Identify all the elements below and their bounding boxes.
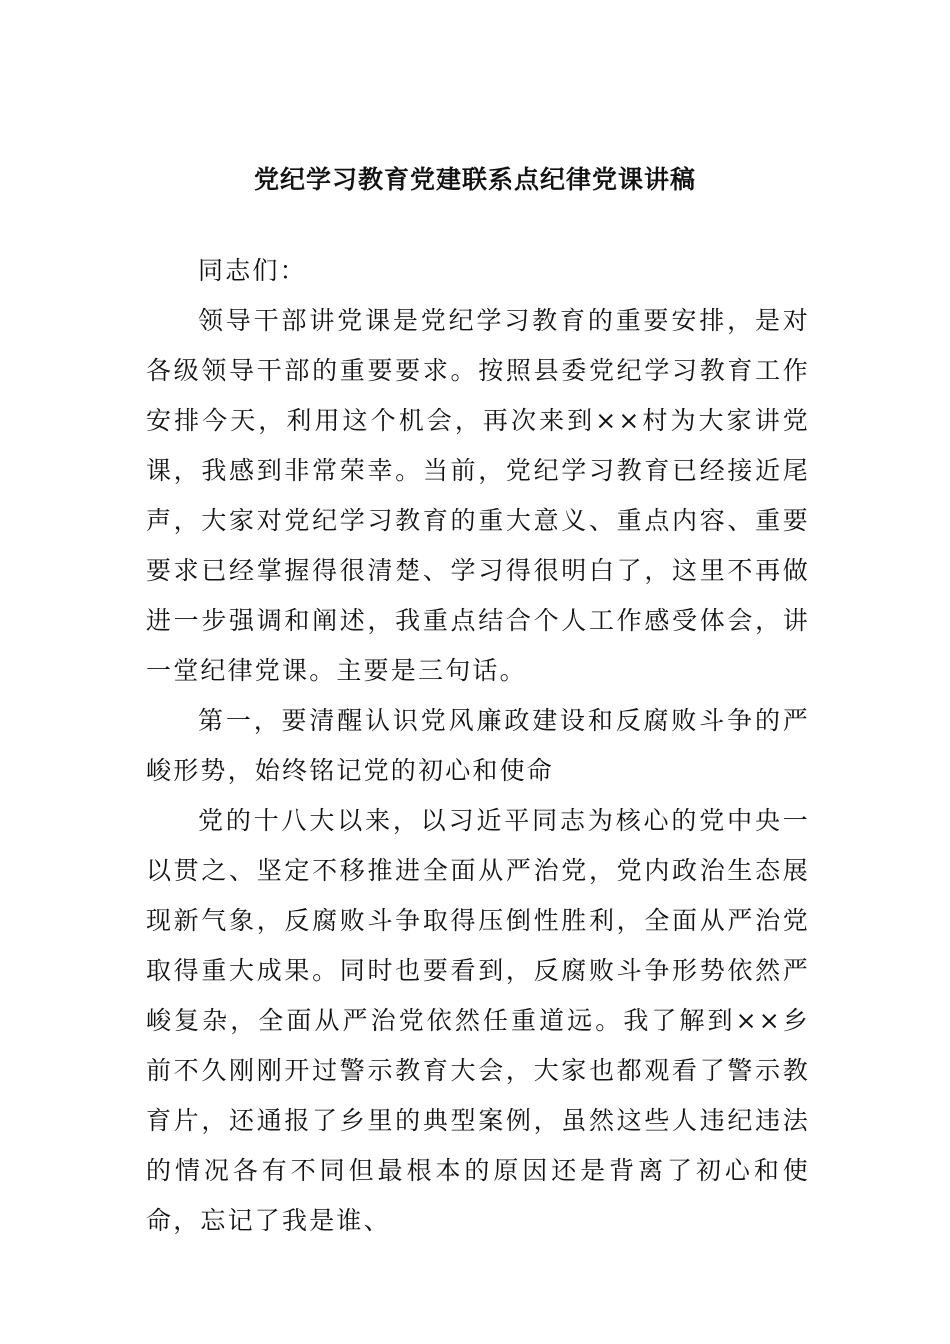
section-heading-paragraph: 第一，要清醒认识党风廉政建设和反腐败斗争的严峻形势，始终铭记党的初心和使命 <box>146 706 810 785</box>
salutation-paragraph: 同志们： <box>198 256 307 285</box>
intro-paragraph: 领导干部讲党课是党纪学习教育的重要安排，是对各级领导干部的重要要求。按照县委党纪学习教育工作安排今天，利用这个机会，再次来到××村为大家讲党课，我感到非常荣幸。当前，党纪学习教育已经接近尾声，大家对党纪学习教育的重大意义、重点内容、重要要求已经掌握得很清楚、学习得很明白了，这里不再做进一步强调和阐述，我重点结合个人工作感受体会，讲一堂纪律党课。主要是三句话。 <box>146 306 810 685</box>
document-body <box>146 246 810 1246</box>
body-paragraph: 党的十八大以来，以习近平同志为核心的党中央一以贯之、坚定不移推进全面从严治党，党内政治生态展现新气象，反腐败斗争取得压倒性胜利，全面从严治党取得重大成果。同时也要看到，反腐败斗争形势依然严峻复杂，全面从严治党依然任重道远。我了解到××乡前不久刚刚开过警示教育大会，大家也都观看了警示教育片，还通报了乡里的典型案例，虽然这些人违纪违法的情况各有不同但最根本的原因还是背离了初心和使命，忘记了我是谁、 <box>146 806 810 1235</box>
document-title: 党纪学习教育党建联系点纪律党课讲稿 <box>253 165 696 194</box>
